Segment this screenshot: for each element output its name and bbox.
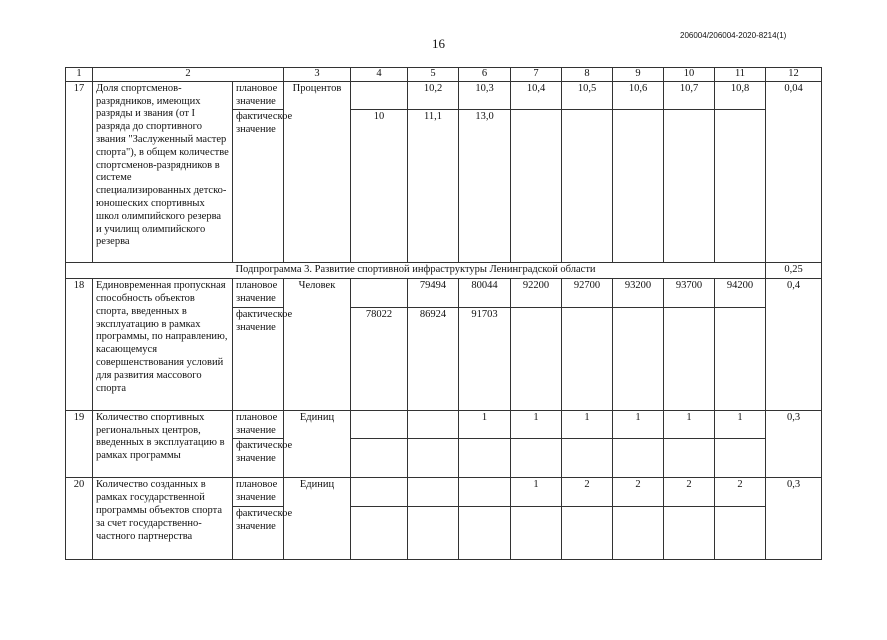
fact-value <box>715 307 766 410</box>
fact-value <box>664 506 715 559</box>
plan-value: 80044 <box>459 279 511 308</box>
fact-value <box>351 439 408 478</box>
column-header: 3 <box>284 68 351 82</box>
fact-value <box>511 307 562 410</box>
plan-label: плановое значение <box>233 478 284 507</box>
indicator-name: Количество спортивных региональных центров, введенных в эксплуатацию в рамках программы <box>93 410 233 478</box>
plan-value: 1 <box>511 410 562 439</box>
unit: Единиц <box>284 410 351 478</box>
column-header: 12 <box>766 68 822 82</box>
indicator-name: Количество созданных в рамках государственной программы объектов спорта за счет государственно-частного партнерства <box>93 478 233 560</box>
plan-label: плановое значение <box>233 279 284 308</box>
plan-value: 10,5 <box>562 81 613 110</box>
fact-value <box>664 439 715 478</box>
fact-value <box>664 110 715 263</box>
plan-value: 1 <box>715 410 766 439</box>
unit: Человек <box>284 279 351 411</box>
unit: Единиц <box>284 478 351 560</box>
fact-value <box>511 439 562 478</box>
fact-value <box>408 506 459 559</box>
column-header: 1 <box>66 68 93 82</box>
fact-value <box>613 439 664 478</box>
fact-value <box>715 439 766 478</box>
column-header: 6 <box>459 68 511 82</box>
plan-value: 2 <box>562 478 613 507</box>
plan-value <box>459 478 511 507</box>
fact-value <box>511 110 562 263</box>
fact-value <box>408 439 459 478</box>
plan-value: 79494 <box>408 279 459 308</box>
indicator-plan-row <box>66 81 822 110</box>
row-number: 17 <box>66 81 93 263</box>
plan-value: 1 <box>613 410 664 439</box>
fact-label: фактическое значение <box>233 110 284 263</box>
row-number: 19 <box>66 410 93 478</box>
plan-value: 92700 <box>562 279 613 308</box>
fact-value: 13,0 <box>459 110 511 263</box>
page-number: 16 <box>432 36 445 51</box>
column-header: 4 <box>351 68 408 82</box>
plan-value <box>351 81 408 110</box>
column-header-row <box>66 68 822 82</box>
indicator-plan-row <box>66 410 822 439</box>
column-header: 2 <box>93 68 284 82</box>
row-number: 18 <box>66 279 93 411</box>
column-header: 9 <box>613 68 664 82</box>
fact-value <box>562 307 613 410</box>
indicator-name: Доля спортсменов-разрядников, имеющих разряды и звания (от I разряда до спортивного звания "Заслуженный мастер спорта"), в общем количестве спортсменов-разрядников в системе специализированных детско-юношеских спортивных школ олимпийского резерва и училищ олимпийского резерва <box>93 81 233 263</box>
indicator-plan-row <box>66 478 822 507</box>
plan-value: 1 <box>664 410 715 439</box>
plan-value: 10,6 <box>613 81 664 110</box>
fact-value <box>715 506 766 559</box>
plan-value: 10,2 <box>408 81 459 110</box>
subprogram-weight: 0,25 <box>766 263 822 279</box>
row-number: 20 <box>66 478 93 560</box>
plan-value: 93200 <box>613 279 664 308</box>
fact-value <box>562 506 613 559</box>
weight-value: 0,04 <box>766 81 822 263</box>
column-header: 10 <box>664 68 715 82</box>
plan-value: 10,4 <box>511 81 562 110</box>
fact-value <box>459 506 511 559</box>
indicators-table <box>65 67 822 560</box>
fact-label: фактическое значение <box>233 506 284 559</box>
plan-value: 94200 <box>715 279 766 308</box>
document-id: 206004/206004-2020-8214(1) <box>680 31 787 40</box>
plan-value <box>408 410 459 439</box>
plan-value: 2 <box>613 478 664 507</box>
plan-label: плановое значение <box>233 410 284 439</box>
subprogram-row <box>66 263 822 279</box>
plan-value: 10,8 <box>715 81 766 110</box>
fact-value <box>459 439 511 478</box>
plan-value <box>351 478 408 507</box>
indicator-plan-row <box>66 279 822 308</box>
plan-value: 1 <box>511 478 562 507</box>
fact-value <box>613 110 664 263</box>
subprogram-title: Подпрограмма 3. Развитие спортивной инфраструктуры Ленинградской области <box>66 263 766 279</box>
plan-label: плановое значение <box>233 81 284 110</box>
plan-value: 92200 <box>511 279 562 308</box>
plan-value: 2 <box>715 478 766 507</box>
column-header: 8 <box>562 68 613 82</box>
plan-value <box>408 478 459 507</box>
weight-value: 0,3 <box>766 478 822 560</box>
column-header: 11 <box>715 68 766 82</box>
fact-value: 10 <box>351 110 408 263</box>
indicator-name: Единовременная пропускная способность объектов спорта, введенных в эксплуатацию в рамках программы, по направлению, касающемуся совершенствования условий для развития массового спорта <box>93 279 233 411</box>
plan-value: 2 <box>664 478 715 507</box>
fact-value: 11,1 <box>408 110 459 263</box>
fact-value <box>562 439 613 478</box>
plan-value: 1 <box>562 410 613 439</box>
fact-value: 91703 <box>459 307 511 410</box>
fact-value <box>351 506 408 559</box>
plan-value: 93700 <box>664 279 715 308</box>
fact-label: фактическое значение <box>233 307 284 410</box>
plan-value: 10,3 <box>459 81 511 110</box>
unit: Процентов <box>284 81 351 263</box>
fact-value <box>613 506 664 559</box>
plan-value: 1 <box>459 410 511 439</box>
fact-value: 78022 <box>351 307 408 410</box>
fact-value: 86924 <box>408 307 459 410</box>
fact-label: фактическое значение <box>233 439 284 478</box>
plan-value <box>351 410 408 439</box>
column-header: 7 <box>511 68 562 82</box>
fact-value <box>715 110 766 263</box>
fact-value <box>613 307 664 410</box>
fact-value <box>664 307 715 410</box>
fact-value <box>562 110 613 263</box>
weight-value: 0,3 <box>766 410 822 478</box>
column-header: 5 <box>408 68 459 82</box>
weight-value: 0,4 <box>766 279 822 411</box>
plan-value: 10,7 <box>664 81 715 110</box>
plan-value <box>351 279 408 308</box>
fact-value <box>511 506 562 559</box>
